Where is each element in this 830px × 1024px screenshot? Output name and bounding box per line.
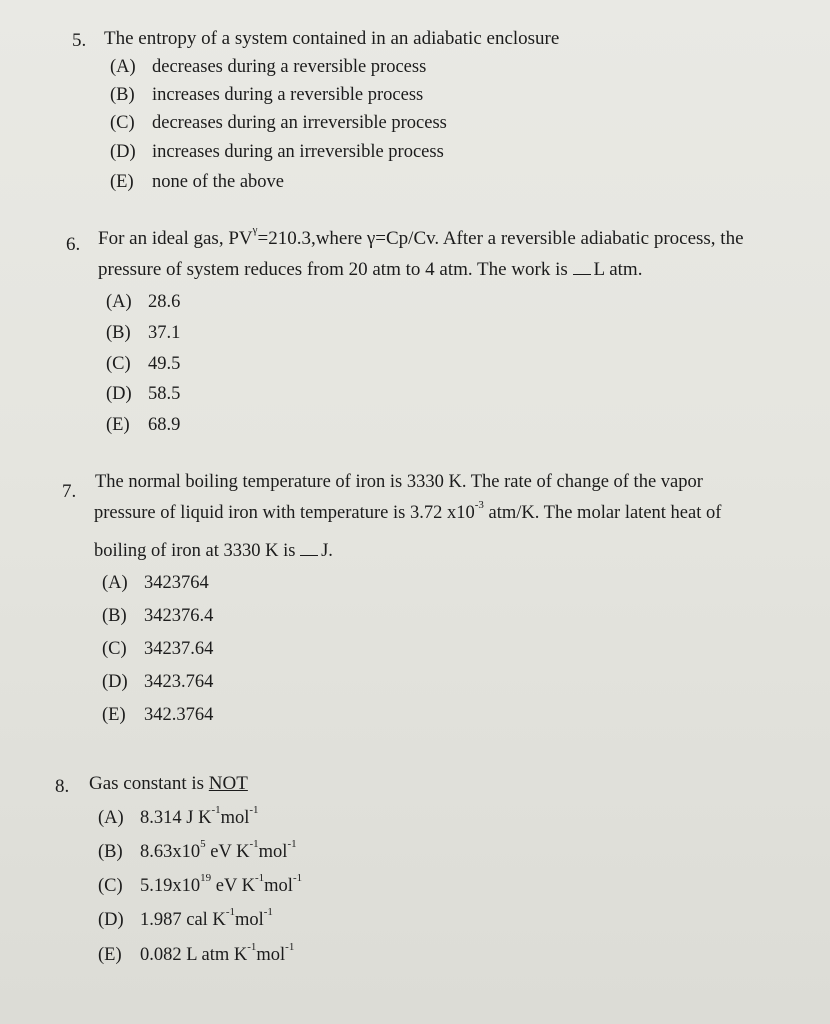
option-d[interactable] bbox=[98, 906, 273, 931]
question-stem bbox=[89, 773, 248, 795]
option-b[interactable] bbox=[98, 838, 297, 863]
option-letter: (E) bbox=[98, 945, 122, 965]
option-text: decreases during a reversible process bbox=[152, 57, 427, 77]
superscript: -1 bbox=[249, 838, 259, 850]
option-text: 3423764 bbox=[144, 573, 209, 593]
superscript: 19 bbox=[200, 872, 212, 884]
option-text: mol bbox=[220, 808, 250, 828]
superscript: -1 bbox=[225, 906, 235, 918]
question-stem-line-1 bbox=[98, 224, 744, 250]
option-b[interactable] bbox=[110, 85, 423, 106]
option-text: 8.63x10 bbox=[140, 842, 201, 862]
option-e[interactable] bbox=[106, 415, 180, 436]
superscript: γ bbox=[252, 224, 258, 236]
option-text: none of the above bbox=[152, 172, 285, 192]
question-stem-line-2 bbox=[98, 259, 642, 281]
option-c[interactable] bbox=[110, 113, 447, 134]
stem-text: atm/K. The molar latent heat of bbox=[483, 503, 722, 523]
option-letter: (A) bbox=[106, 292, 132, 312]
option-text: mol bbox=[264, 876, 293, 896]
stem-text: Gas constant is bbox=[89, 773, 209, 794]
option-text: eV K bbox=[211, 876, 255, 896]
option-e[interactable] bbox=[102, 705, 213, 726]
option-e[interactable] bbox=[98, 941, 295, 966]
option-c[interactable] bbox=[102, 639, 213, 660]
superscript: -1 bbox=[285, 941, 295, 953]
option-letter: (E) bbox=[102, 705, 126, 725]
option-letter: (D) bbox=[98, 910, 124, 930]
option-text: 3423.764 bbox=[144, 672, 214, 692]
superscript: -1 bbox=[211, 804, 221, 816]
option-letter: (B) bbox=[110, 85, 135, 105]
option-letter: (A) bbox=[98, 808, 124, 828]
option-letter: (A) bbox=[110, 57, 136, 77]
option-a[interactable] bbox=[98, 804, 259, 829]
superscript: -1 bbox=[254, 872, 265, 884]
stem-text: J. bbox=[321, 541, 333, 561]
option-text: eV K bbox=[205, 842, 250, 862]
option-text: 5.19x10 bbox=[140, 876, 201, 896]
option-text: 34237.64 bbox=[144, 639, 214, 659]
option-letter: (C) bbox=[106, 354, 131, 374]
superscript: -1 bbox=[292, 872, 303, 884]
question-number: 5. bbox=[72, 30, 87, 51]
stem-text: L atm. bbox=[593, 259, 643, 280]
superscript: -1 bbox=[263, 906, 273, 918]
option-text: increases during a reversible process bbox=[152, 85, 424, 105]
option-letter: (D) bbox=[106, 384, 132, 404]
option-d[interactable] bbox=[106, 384, 180, 405]
superscript: -1 bbox=[287, 838, 297, 850]
stem-text: For an ideal gas, PV bbox=[98, 228, 253, 249]
emphasis-text: NOT bbox=[208, 773, 248, 794]
option-text: mol bbox=[234, 910, 264, 930]
stem-text: boiling of iron at 3330 K is bbox=[94, 541, 301, 561]
superscript: -1 bbox=[247, 941, 257, 953]
question-number: 7. bbox=[62, 481, 77, 502]
option-a[interactable] bbox=[102, 573, 209, 594]
option-text: 68.9 bbox=[148, 415, 181, 435]
stem-text: =210.3,where γ=Cp/Cv. After a reversible adiabatic process, the bbox=[257, 228, 744, 249]
question-stem: The entropy of a system contained in an adiabatic enclosure bbox=[104, 28, 560, 49]
answer-blank bbox=[300, 541, 318, 556]
option-e[interactable] bbox=[110, 172, 284, 193]
option-letter: (C) bbox=[102, 639, 127, 659]
option-text: 342.3764 bbox=[144, 705, 214, 725]
option-text: 0.082 L atm K bbox=[140, 945, 248, 965]
question-stem-line-2 bbox=[94, 499, 722, 524]
option-a[interactable] bbox=[110, 57, 426, 78]
option-a[interactable] bbox=[106, 292, 180, 313]
option-c[interactable] bbox=[106, 354, 180, 375]
option-letter: (D) bbox=[102, 672, 128, 692]
option-c[interactable] bbox=[98, 872, 303, 897]
option-letter: (B) bbox=[102, 606, 127, 626]
question-stem-line-3 bbox=[94, 541, 333, 562]
stem-text: pressure of system reduces from 20 atm to 4 atm. The work is bbox=[98, 259, 573, 280]
option-text: 58.5 bbox=[148, 384, 181, 404]
option-text: 28.6 bbox=[148, 292, 181, 312]
option-b[interactable] bbox=[106, 323, 180, 344]
option-b[interactable] bbox=[102, 606, 213, 627]
option-letter: (C) bbox=[110, 113, 135, 133]
option-letter: (C) bbox=[98, 876, 123, 896]
option-d[interactable] bbox=[102, 672, 213, 693]
stem-text: pressure of liquid iron with temperature is 3.72 x10 bbox=[94, 503, 475, 523]
option-letter: (A) bbox=[102, 573, 128, 593]
option-d[interactable] bbox=[110, 142, 444, 163]
question-number: 6. bbox=[66, 234, 81, 255]
option-letter: (D) bbox=[110, 142, 136, 162]
question-stem-line-1: The normal boiling temperature of iron is 3330 K. The rate of change of the vapor bbox=[95, 472, 703, 492]
option-text: 37.1 bbox=[148, 323, 181, 343]
answer-blank bbox=[573, 260, 591, 275]
superscript: -1 bbox=[249, 804, 259, 816]
superscript: 5 bbox=[200, 838, 206, 850]
option-letter: (E) bbox=[110, 172, 134, 192]
option-text: 49.5 bbox=[148, 354, 181, 374]
question-number: 8. bbox=[55, 776, 70, 797]
superscript: -3 bbox=[474, 499, 484, 511]
option-text: 342376.4 bbox=[144, 606, 214, 626]
option-text: decreases during an irreversible process bbox=[152, 113, 447, 133]
option-text: increases during an irreversible process bbox=[152, 142, 444, 162]
option-text: mol bbox=[256, 945, 286, 965]
option-text: 1.987 cal K bbox=[140, 910, 226, 930]
option-letter: (B) bbox=[98, 842, 123, 862]
option-text: mol bbox=[258, 842, 288, 862]
option-letter: (B) bbox=[106, 323, 131, 343]
option-text: 8.314 J K bbox=[140, 808, 212, 828]
option-letter: (E) bbox=[106, 415, 130, 435]
